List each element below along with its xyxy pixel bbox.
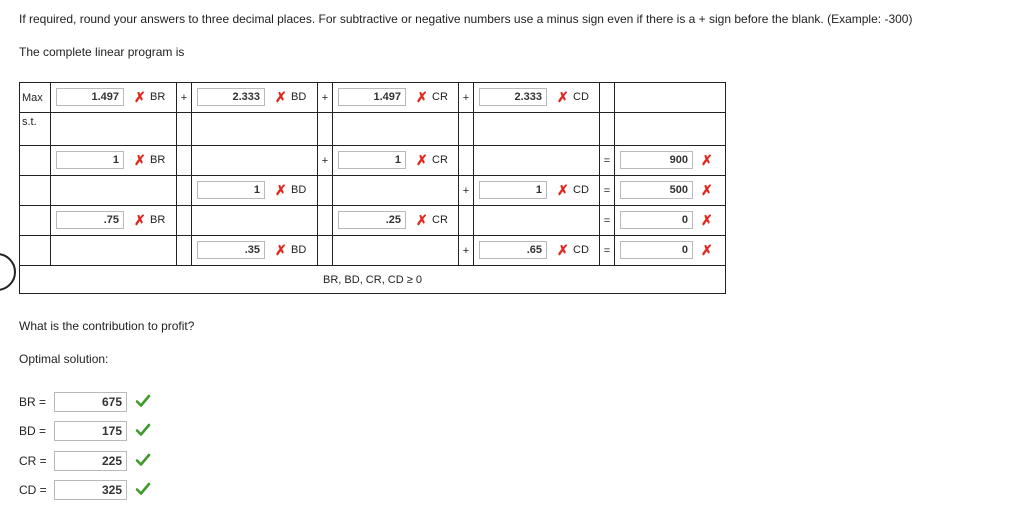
equals-sign: = [600,206,615,236]
objective-coef-br-input[interactable]: 1.497 [56,88,124,106]
var-label-br: BR [150,154,166,166]
incorrect-x-icon: ✗ [557,242,569,258]
var-label-cr: CR [432,154,448,166]
solution-label-cr: CR = [19,454,47,468]
objective-coef-cr-input[interactable]: 1.497 [338,88,406,106]
incorrect-x-icon: ✗ [134,152,146,168]
nonnegativity-text: BR, BD, CR, CD ≥ 0 [20,266,726,294]
intro-text: The complete linear program is [19,45,185,59]
incorrect-x-icon: ✗ [416,212,428,228]
linear-program-table [19,82,726,294]
profit-question: What is the contribution to profit? [19,319,195,333]
var-label-cr: CR [432,214,448,226]
solution-label-cd: CD = [19,483,47,497]
incorrect-x-icon: ✗ [275,182,287,198]
var-label-bd: BD [291,244,307,256]
correct-check-icon [135,481,151,497]
incorrect-x-icon: ✗ [701,212,713,228]
constraint-4-coef-cd-input[interactable]: .65 [479,241,547,259]
solution-cr-input[interactable]: 225 [54,451,127,471]
incorrect-x-icon: ✗ [134,212,146,228]
constraint-1-coef-br-input[interactable]: 1 [56,151,124,169]
incorrect-x-icon: ✗ [275,89,287,105]
constraint-1-rhs-input[interactable]: 900 [620,151,693,169]
plus-sign: + [459,236,474,266]
solution-label-br: BR = [19,395,47,409]
solution-cd-input[interactable]: 325 [54,480,127,500]
constraint-4-coef-bd-input[interactable]: .35 [197,241,265,259]
var-label-cr: CR [432,91,448,103]
var-label-br: BR [150,214,166,226]
var-label-cd: CD [573,91,589,103]
correct-check-icon [135,452,151,468]
plus-sign: + [177,83,192,113]
margin-circle-icon [0,253,16,291]
objective-row [20,83,726,113]
var-label-bd: BD [291,184,307,196]
incorrect-x-icon: ✗ [557,182,569,198]
equals-sign: = [600,236,615,266]
incorrect-x-icon: ✗ [275,242,287,258]
objective-coef-bd-input[interactable]: 2.333 [197,88,265,106]
equals-sign: = [600,146,615,176]
solution-bd-input[interactable]: 175 [54,421,127,441]
constraint-3-rhs-input[interactable]: 0 [620,211,693,229]
constraint-row-2 [20,176,726,206]
incorrect-x-icon: ✗ [701,242,713,258]
var-label-br: BR [150,91,166,103]
max-label: Max [20,83,51,113]
correct-check-icon [135,422,151,438]
incorrect-x-icon: ✗ [557,89,569,105]
incorrect-x-icon: ✗ [134,89,146,105]
var-label-bd: BD [291,91,307,103]
solution-label-bd: BD = [19,424,47,438]
instructions-text: If required, round your answers to three decimal places. For subtractive or negative numbers use a minus sign even if there is a + sign before the blank. (Example: -300) [19,12,913,26]
constraint-1-coef-cr-input[interactable]: 1 [338,151,406,169]
correct-check-icon [135,393,151,409]
plus-sign: + [318,146,333,176]
st-row [20,113,726,146]
nonnegativity-row [20,266,726,294]
incorrect-x-icon: ✗ [416,152,428,168]
equals-sign: = [600,176,615,206]
optimal-solution-label: Optimal solution: [19,352,109,366]
constraint-3-coef-br-input[interactable]: .75 [56,211,124,229]
plus-sign: + [318,83,333,113]
var-label-cd: CD [573,184,589,196]
constraint-row-1 [20,146,726,176]
constraint-row-3 [20,206,726,236]
incorrect-x-icon: ✗ [701,182,713,198]
constraint-2-rhs-input[interactable]: 500 [620,181,693,199]
objective-coef-cd-input[interactable]: 2.333 [479,88,547,106]
incorrect-x-icon: ✗ [416,89,428,105]
solution-br-input[interactable]: 675 [54,392,127,412]
var-label-cd: CD [573,244,589,256]
st-label: s.t. [20,113,51,146]
plus-sign: + [459,83,474,113]
constraint-2-coef-cd-input[interactable]: 1 [479,181,547,199]
plus-sign: + [459,176,474,206]
constraint-row-4 [20,236,726,266]
constraint-4-rhs-input[interactable]: 0 [620,241,693,259]
constraint-2-coef-bd-input[interactable]: 1 [197,181,265,199]
incorrect-x-icon: ✗ [701,152,713,168]
constraint-3-coef-cr-input[interactable]: .25 [338,211,406,229]
